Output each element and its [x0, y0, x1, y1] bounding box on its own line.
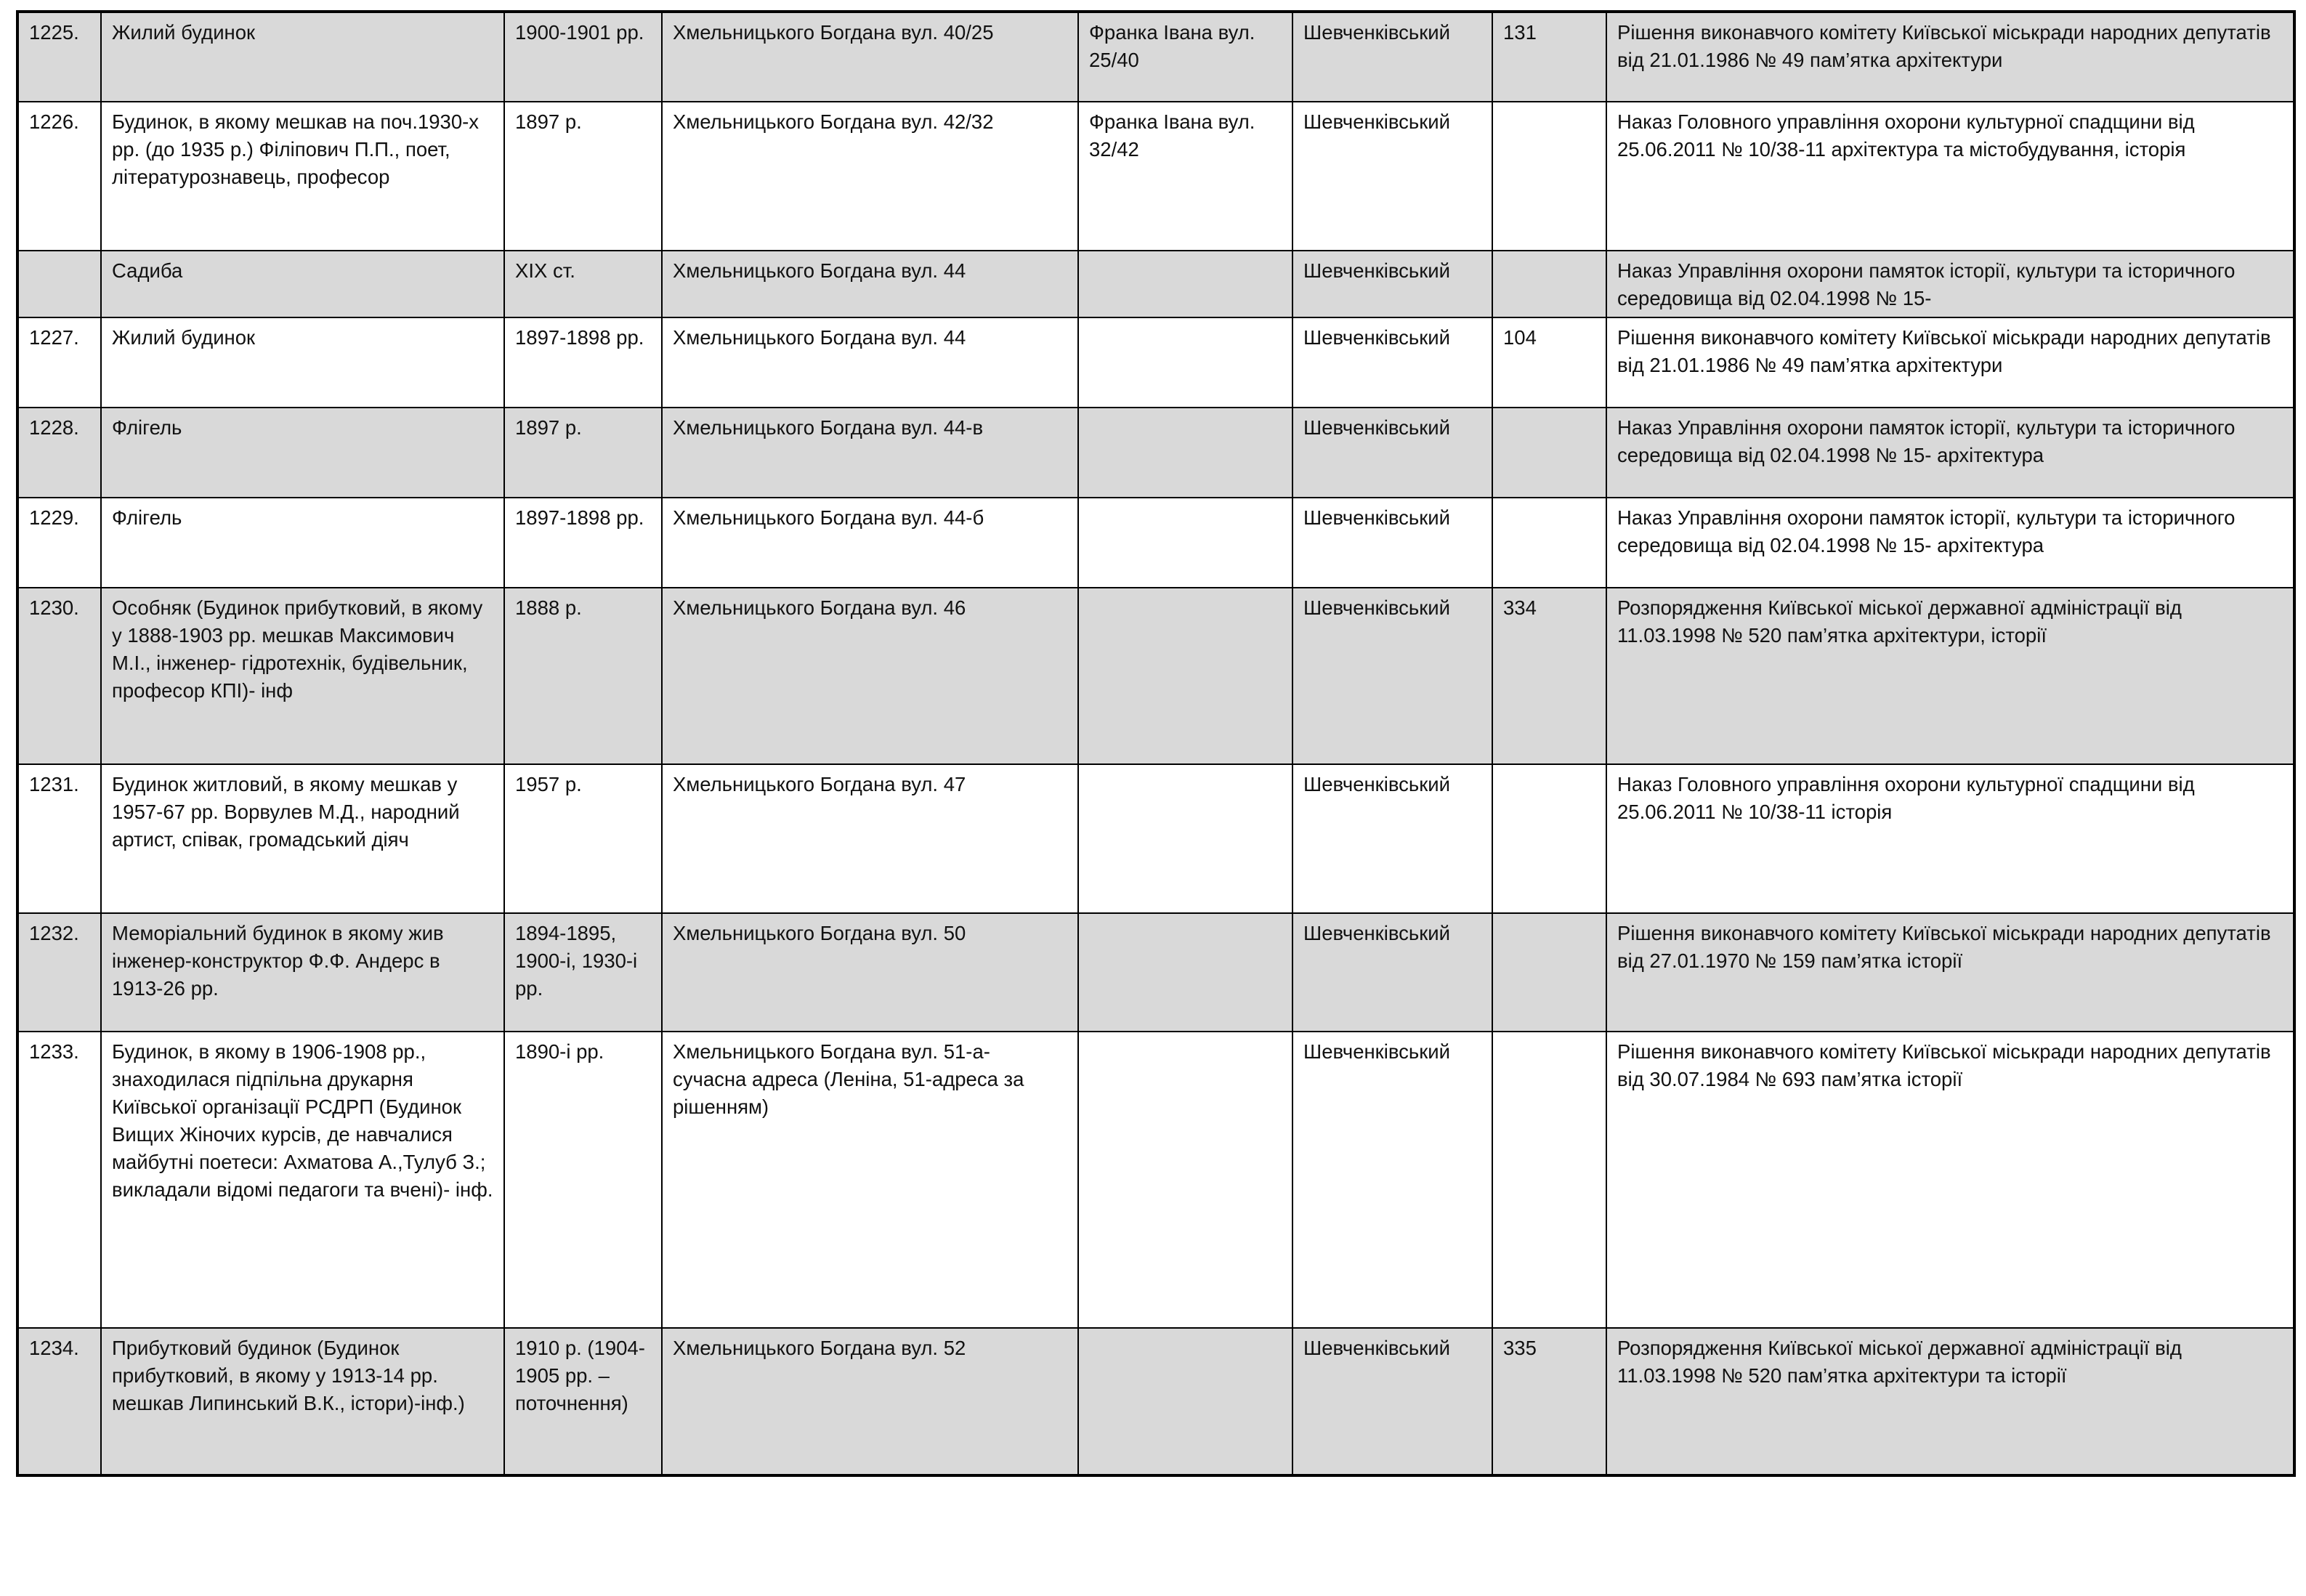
table-row — [17, 408, 2294, 498]
alternate-address-cell — [1078, 317, 1292, 408]
date-cell: 1894-1895, 1900-і, 1930-і рр. — [504, 913, 662, 1032]
object-name-cell: Жилий будинок — [101, 12, 504, 102]
date-cell: 1890-і рр. — [504, 1032, 662, 1328]
address-cell: Хмельницького Богдана вул. 42/32 — [662, 102, 1078, 251]
table-row — [17, 1328, 2294, 1475]
district-cell: Шевченківський — [1292, 588, 1492, 764]
table-row — [17, 1032, 2294, 1328]
district-cell: Шевченківський — [1292, 913, 1492, 1032]
district-cell: Шевченківський — [1292, 498, 1492, 588]
heritage-register-table — [16, 10, 2296, 1477]
table-row — [17, 12, 2294, 102]
document-cell: Рішення виконавчого комітету Київської міськради народних депутатів від 30.07.1984 № 693 пам’ятка історії — [1606, 1032, 2294, 1328]
protection-number-cell — [1492, 251, 1606, 317]
district-cell: Шевченківський — [1292, 12, 1492, 102]
document-cell: Рішення виконавчого комітету Київської міськради народних депутатів від 21.01.1986 № 49 пам’ятка архітектури — [1606, 12, 2294, 102]
alternate-address-cell — [1078, 588, 1292, 764]
date-cell: 1897 р. — [504, 408, 662, 498]
document-cell: Розпорядження Київської міської державної адміністрації від 11.03.1998 № 520 пам’ятка архітектури та історії — [1606, 1328, 2294, 1475]
object-name-cell: Будинок, в якому мешкав на поч.1930-х рр. (до 1935 р.) Філіпович П.П., поет, літературознавець, професор — [101, 102, 504, 251]
district-cell: Шевченківський — [1292, 1328, 1492, 1475]
district-cell: Шевченківський — [1292, 408, 1492, 498]
row-number-cell: 1234. — [17, 1328, 101, 1475]
address-cell: Хмельницького Богдана вул. 44 — [662, 317, 1078, 408]
object-name-cell: Жилий будинок — [101, 317, 504, 408]
document-cell: Наказ Головного управління охорони культурної спадщини від 25.06.2011 № 10/38-11 історія — [1606, 764, 2294, 913]
table-row — [17, 498, 2294, 588]
object-name-cell: Прибутковий будинок (Будинок прибутковий, в якому у 1913-14 рр. мешкав Липинський В.К., істори)-інф.) — [101, 1328, 504, 1475]
alternate-address-cell: Франка Івана вул. 25/40 — [1078, 12, 1292, 102]
table-row — [17, 588, 2294, 764]
protection-number-cell: 131 — [1492, 12, 1606, 102]
document-cell: Рішення виконавчого комітету Київської міськради народних депутатів від 21.01.1986 № 49 пам’ятка архітектури — [1606, 317, 2294, 408]
row-number-cell: 1227. — [17, 317, 101, 408]
date-cell: 1900-1901 рр. — [504, 12, 662, 102]
object-name-cell: Садиба — [101, 251, 504, 317]
table-row — [17, 317, 2294, 408]
object-name-cell: Особняк (Будинок прибутковий, в якому у 1888-1903 рр. мешкав Максимович М.І., інженер- гідротехнік, будівельник, професор КПІ)- інф — [101, 588, 504, 764]
date-cell: 1897-1898 рр. — [504, 317, 662, 408]
row-number-cell: 1226. — [17, 102, 101, 251]
address-cell: Хмельницького Богдана вул. 40/25 — [662, 12, 1078, 102]
document-cell: Наказ Управління охорони памяток історії, культури та історичного середовища від 02.04.1998 № 15- — [1606, 251, 2294, 317]
address-cell: Хмельницького Богдана вул. 44-б — [662, 498, 1078, 588]
protection-number-cell: 334 — [1492, 588, 1606, 764]
document-cell: Рішення виконавчого комітету Київської міськради народних депутатів від 27.01.1970 № 159 пам’ятка історії — [1606, 913, 2294, 1032]
address-cell: Хмельницького Богдана вул. 52 — [662, 1328, 1078, 1475]
object-name-cell: Флігель — [101, 498, 504, 588]
row-number-cell: 1231. — [17, 764, 101, 913]
alternate-address-cell — [1078, 1328, 1292, 1475]
protection-number-cell — [1492, 1032, 1606, 1328]
row-number-cell: 1232. — [17, 913, 101, 1032]
table-body — [17, 12, 2294, 1475]
date-cell: 1957 р. — [504, 764, 662, 913]
address-cell: Хмельницького Богдана вул. 46 — [662, 588, 1078, 764]
address-cell: Хмельницького Богдана вул. 44 — [662, 251, 1078, 317]
object-name-cell: Будинок житловий, в якому мешкав у 1957-67 рр. Ворвулев М.Д., народний артист, співак, громадський діяч — [101, 764, 504, 913]
address-cell: Хмельницького Богдана вул. 50 — [662, 913, 1078, 1032]
document-cell: Наказ Головного управління охорони культурної спадщини від 25.06.2011 № 10/38-11 архітектура та містобудування, історія — [1606, 102, 2294, 251]
object-name-cell: Будинок, в якому в 1906-1908 рр., знаходилася підпільна друкарня Київської організації РСДРП (Будинок Вищих Жіночих курсів, де навчалися майбутні поетеси: Ахматова А.,Тулуб З.; викладали відомі педагоги та вчені)- інф. — [101, 1032, 504, 1328]
alternate-address-cell — [1078, 408, 1292, 498]
protection-number-cell: 104 — [1492, 317, 1606, 408]
table-row — [17, 764, 2294, 913]
protection-number-cell: 335 — [1492, 1328, 1606, 1475]
address-cell: Хмельницького Богдана вул. 47 — [662, 764, 1078, 913]
row-number-cell: 1228. — [17, 408, 101, 498]
table-row — [17, 102, 2294, 251]
table-row — [17, 913, 2294, 1032]
document-cell: Розпорядження Київської міської державної адміністрації від 11.03.1998 № 520 пам’ятка архітектури, історії — [1606, 588, 2294, 764]
protection-number-cell — [1492, 408, 1606, 498]
date-cell: 1910 р. (1904-1905 рр. – поточнення) — [504, 1328, 662, 1475]
document-cell: Наказ Управління охорони памяток історії, культури та історичного середовища від 02.04.1998 № 15- архітектура — [1606, 408, 2294, 498]
object-name-cell: Меморіальний будинок в якому жив інженер-конструктор Ф.Ф. Андерс в 1913-26 рр. — [101, 913, 504, 1032]
address-cell: Хмельницького Богдана вул. 51-а- сучасна адреса (Леніна, 51-адреса за рішенням) — [662, 1032, 1078, 1328]
row-number-cell: 1225. — [17, 12, 101, 102]
address-cell: Хмельницького Богдана вул. 44-в — [662, 408, 1078, 498]
table-row — [17, 251, 2294, 317]
date-cell: 1897 р. — [504, 102, 662, 251]
protection-number-cell — [1492, 498, 1606, 588]
alternate-address-cell — [1078, 764, 1292, 913]
date-cell: 1897-1898 рр. — [504, 498, 662, 588]
row-number-cell: 1230. — [17, 588, 101, 764]
district-cell: Шевченківський — [1292, 251, 1492, 317]
alternate-address-cell — [1078, 251, 1292, 317]
protection-number-cell — [1492, 764, 1606, 913]
alternate-address-cell — [1078, 913, 1292, 1032]
date-cell: 1888 р. — [504, 588, 662, 764]
alternate-address-cell — [1078, 498, 1292, 588]
protection-number-cell — [1492, 913, 1606, 1032]
district-cell: Шевченківський — [1292, 317, 1492, 408]
document-cell: Наказ Управління охорони памяток історії, культури та історичного середовища від 02.04.1998 № 15- архітектура — [1606, 498, 2294, 588]
alternate-address-cell — [1078, 1032, 1292, 1328]
row-number-cell: 1229. — [17, 498, 101, 588]
district-cell: Шевченківський — [1292, 764, 1492, 913]
district-cell: Шевченківський — [1292, 102, 1492, 251]
date-cell: XIX ст. — [504, 251, 662, 317]
protection-number-cell — [1492, 102, 1606, 251]
row-number-cell — [17, 251, 101, 317]
row-number-cell: 1233. — [17, 1032, 101, 1328]
alternate-address-cell: Франка Івана вул. 32/42 — [1078, 102, 1292, 251]
object-name-cell: Флігель — [101, 408, 504, 498]
district-cell: Шевченківський — [1292, 1032, 1492, 1328]
